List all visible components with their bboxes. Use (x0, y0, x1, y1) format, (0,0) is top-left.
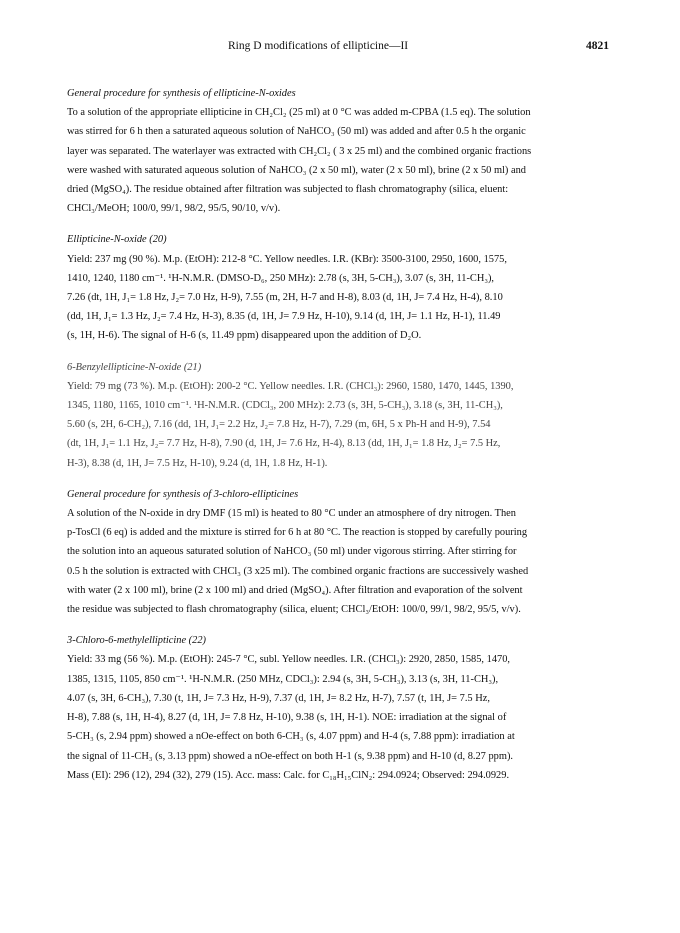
running-head (0, 40, 680, 56)
paragraph-line: 1345, 1180, 1165, 1010 cm⁻¹. ¹H-N.M.R. (CDCl₃, 200 MHz): 2.73 (s, 3H, 5-CH₃), 3.18 (s, 3H, 11-CH₃), (67, 400, 503, 412)
paragraph-line: 5.60 (s, 2H, 6-CH₂), 7.16 (dd, 1H, J₁= 2.2 Hz, J₂= 7.8 Hz, H-7), 7.29 (m, 6H, 5 x Ph-H and H-9), 7.54 (67, 419, 491, 431)
paragraph-line: were washed with saturated aqueous solution of NaHCO₃ (2 x 50 ml), water (2 x 50 ml), brine (2 x 50 ml) and (67, 164, 526, 176)
section-compound-22 (67, 631, 622, 785)
paragraph-line: 1385, 1315, 1105, 850 cm⁻¹. ¹H-N.M.R. (250 MHz, CDCl₃): 2.94 (s, 3H, 5-CH₃), 3.13 (s, 3H, 11-CH₃), (67, 673, 499, 685)
section-compound-21 (67, 358, 622, 473)
paragraph-line: (dt, 1H, J₁= 1.1 Hz, J₂= 7.7 Hz, H-8), 7.90 (d, 1H, J= 7.6 Hz, H-4), 8.13 (dd, 1H, J₁= 1.8 Hz, J₂= 7.5 Hz, (67, 438, 501, 450)
paragraph-line: To a solution of the appropriate ellipticine in CH₂Cl₂ (25 ml) at 0 °C was added m-CPBA (1.5 eq). The solution (67, 107, 531, 119)
running-title: Ring D modifications of ellipticine—II (228, 40, 409, 52)
paragraph-line: Yield: 33 mg (56 %). M.p. (EtOH): 245-7 °C, subl. Yellow needles. I.R. (CHCl₃): 2920, 2850, 1585, 1470, (67, 654, 511, 666)
section-heading: General procedure for synthesis of 3-chloro-ellipticines (67, 488, 299, 500)
paragraph-line: Mass (EI): 296 (12), 294 (32), 279 (15). Acc. mass: Calc. for C₁₈H₁₅ClN₂: 294.0924; Observed: 294.0929. (67, 769, 510, 781)
paragraph-line: 4.07 (s, 3H, 6-CH₃), 7.30 (t, 1H, J= 7.3 Hz, H-9), 7.37 (d, 1H, J= 8.2 Hz, H-7), 7.57 (t, 1H, J= 7.5 Hz, (67, 692, 490, 704)
paragraph-line: the signal of 11-CH₃ (s, 3.13 ppm) showed a nOe-effect on both H-1 (s, 9.38 ppm) and H-10 (d, 8.27 ppm). (67, 750, 514, 762)
paragraph-line: the solution into an aqueous saturated solution of NaHCO₃ (50 ml) under vigorous stirring. After stirring for (67, 546, 517, 558)
section-general-chloro-procedure (67, 485, 622, 619)
page-body (67, 84, 622, 797)
paragraph-line: layer was separated. The waterlayer was extracted with CH₂Cl₂ ( 3 x 25 ml) and the combined organic fractions (67, 145, 532, 157)
paragraph-line: the residue was subjected to flash chromatography (silica, eluent; CHCl₃/EtOH: 100/0, 99/1, 98/2, 95/5, v/v). (67, 604, 521, 616)
paragraph-line: p-TosCl (6 eq) is added and the mixture is stirred for 6 h at 80 °C. The reaction is stopped by carefully pouring (67, 527, 528, 539)
paragraph-line: with water (2 x 100 ml), brine (2 x 100 ml) and dried (MgSO₄). After filtration and evaporation of the solvent (67, 584, 523, 596)
page-number: 4821 (586, 40, 609, 52)
paragraph-line: 1410, 1240, 1180 cm⁻¹. ¹H-N.M.R. (DMSO-D₆, 250 MHz): 2.78 (s, 3H, 5-CH₃), 3.07 (s, 3H, 11-CH₃), (67, 272, 495, 284)
section-general-n-oxide-procedure (67, 84, 622, 218)
paragraph-line: 5-CH₃ (s, 2.94 ppm) showed a nOe-effect on both 6-CH₃ (s, 4.07 ppm) and H-4 (s, 7.88 ppm): irradiation at (67, 731, 515, 743)
paragraph-line: 7.26 (dt, 1H, J₁= 1.8 Hz, J₂= 7.0 Hz, H-9), 7.55 (m, 2H, H-7 and H-8), 8.03 (d, 1H, J= 7.4 Hz, H-4), 8.10 (67, 292, 503, 304)
paragraph-line: dried (MgSO₄). The residue obtained after filtration was subjected to flash chromatography (silica, eluent: (67, 184, 509, 196)
paragraph-line: Yield: 79 mg (73 %). M.p. (EtOH): 200-2 °C. Yellow needles. I.R. (CHCl₃): 2960, 1580, 1470, 1445, 1390, (67, 380, 514, 392)
paragraph-line: A solution of the N-oxide in dry DMF (15 ml) is heated to 80 °C under an atmosphere of dry nitrogen. Then (67, 508, 516, 520)
paragraph-line: H-8), 7.88 (s, 1H, H-4), 8.27 (d, 1H, J= 7.8 Hz, H-10), 9.38 (s, 1H, H-1). NOE: irradiation at the signal of (67, 712, 507, 724)
paragraph-line: H-3), 8.38 (d, 1H, J= 7.5 Hz, H-10), 9.24 (d, 1H, 1.8 Hz, H-1). (67, 457, 328, 469)
paragraph-line: Yield: 237 mg (90 %). M.p. (EtOH): 212-8 °C. Yellow needles. I.R. (KBr): 3500-3100, 2950, 1600, 1575, (67, 253, 507, 265)
section-heading: 3-Chloro-6-methylellipticine (22) (67, 635, 206, 647)
paragraph-line: CHCl₃/MeOH; 100/0, 99/1, 98/2, 95/5, 90/10, v/v). (67, 203, 281, 215)
section-heading: Ellipticine-N-oxide (20) (67, 234, 167, 246)
paragraph-line: (dd, 1H, J₁= 1.3 Hz, J₂= 7.4 Hz, H-3), 8.35 (d, 1H, J= 7.9 Hz, H-10), 9.14 (d, 1H, J= 1.1 Hz, H-1), 11.49 (67, 311, 501, 323)
section-heading: General procedure for synthesis of ellipticine-N-oxides (67, 88, 296, 99)
section-heading: 6-Benzylellipticine-N-oxide (21) (67, 361, 202, 373)
paragraph-line: (s, 1H, H-6). The signal of H-6 (s, 11.49 ppm) disappeared upon the addition of D₂O. (67, 330, 422, 342)
paragraph-line: was stirred for 6 h then a saturated aqueous solution of NaHCO₃ (50 ml) was added and after 0.5 h the organic (67, 126, 526, 138)
paragraph-line: 0.5 h the solution is extracted with CHCl₃ (3 x25 ml). The combined organic fractions are successively washed (67, 565, 529, 577)
section-compound-20 (67, 230, 622, 345)
